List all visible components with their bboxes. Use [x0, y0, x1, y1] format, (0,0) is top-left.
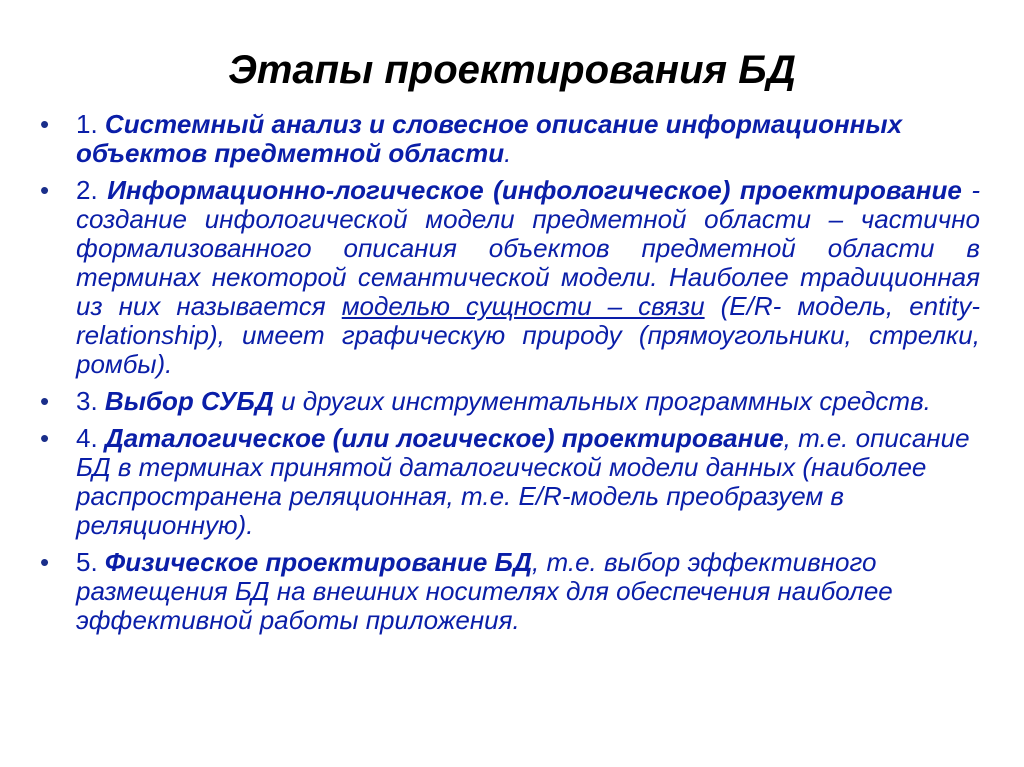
bullet-icon: •: [40, 386, 50, 416]
item-text: и других инструментальных программных средств.: [273, 386, 931, 416]
list-item-stage-1: [40, 110, 980, 168]
item-text: , т.е. выбор эффективного размещения БД на внешних носителях для обеспечения наиболее эффективной работы приложения.: [76, 547, 893, 635]
item-heading: Информационно-логическое (инфологическое) проектирование: [107, 175, 962, 205]
bullet-icon: •: [40, 547, 50, 577]
item-text-continued: (E/R- модель, entity-relationship), имеет графическую природу (прямоугольники, стрелки, ромбы).: [76, 291, 980, 379]
list-item-stage-2: [40, 176, 980, 379]
item-number: 3.: [76, 386, 98, 416]
bullet-icon: •: [40, 175, 50, 205]
item-heading: Выбор СУБД: [104, 386, 274, 416]
bullet-icon: •: [40, 423, 50, 453]
item-heading: Даталогическое (или логическое) проектирование: [104, 423, 784, 453]
item-heading: Физическое проектирование БД: [104, 547, 533, 577]
item-number: 5.: [76, 547, 98, 577]
er-model-term: моделью сущности – связи: [341, 291, 705, 321]
item-heading: Системный анализ и словесное описание информационных объектов предметной области: [76, 109, 903, 168]
item-number: 1.: [76, 109, 98, 139]
list-item-stage-4: [40, 424, 980, 540]
item-text: , т.е. описание БД в терминах принятой даталогической модели данных (наиболее распространена реляционная, т.е. E/R-модель преобразуем в реляционную).: [76, 423, 970, 540]
stages-list: [40, 110, 980, 643]
slide-title: Этапы проектирования БД: [228, 48, 796, 92]
item-number: 2.: [76, 175, 98, 205]
list-item-stage-5: [40, 548, 980, 635]
item-text: - создание инфологической модели предметной области – частично формализованного описания объектов предметной области в терминах некоторой семантической модели. Наиболее традиционная из них называется: [76, 175, 981, 321]
item-number: 4.: [76, 423, 98, 453]
list-item-stage-3: [40, 387, 980, 416]
bullet-icon: •: [40, 109, 50, 139]
item-text: .: [504, 138, 512, 168]
